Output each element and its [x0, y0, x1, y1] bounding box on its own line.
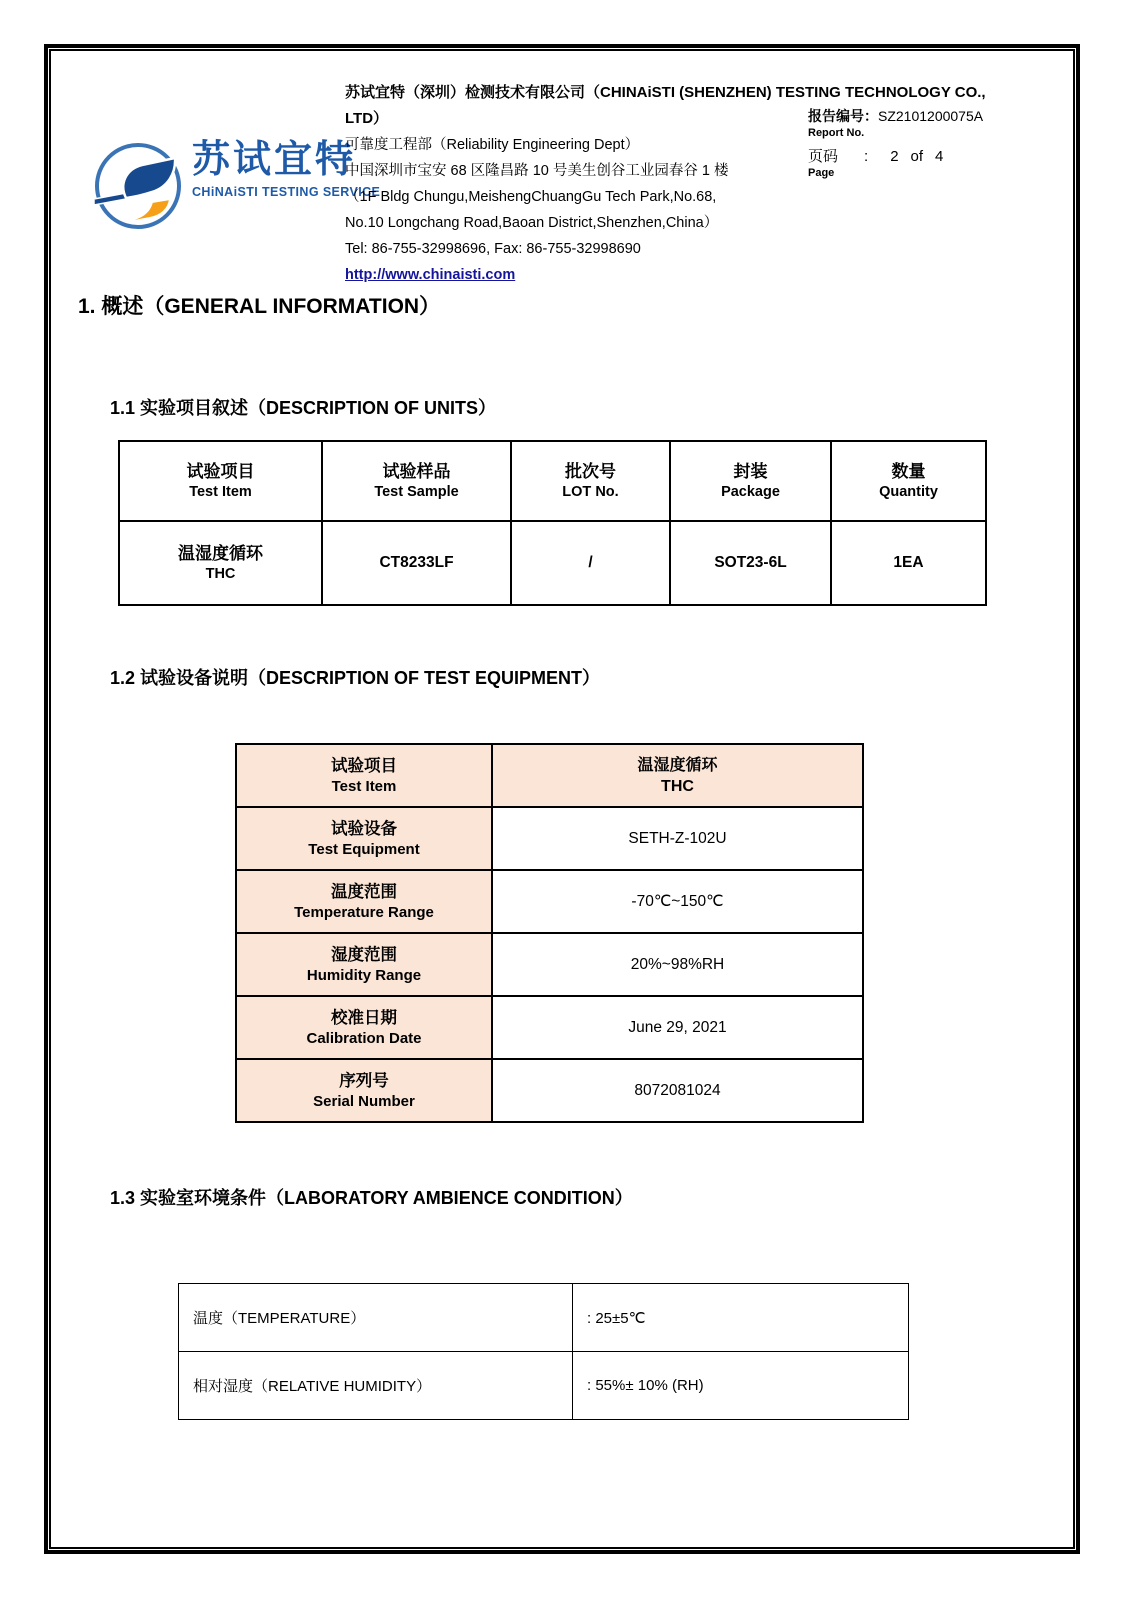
header-en: LOT No. — [562, 483, 619, 500]
equipment-row-humidity-range — [236, 933, 863, 996]
page-sublabel: Page — [808, 167, 835, 179]
report-meta — [808, 106, 1038, 181]
label-en: Test Equipment — [308, 840, 420, 858]
units-cell-quantity: 1EA — [831, 521, 986, 605]
ambience-value-temperature: : 25±5℃ — [573, 1284, 909, 1352]
header-en: Quantity — [879, 483, 938, 500]
equipment-label-temperature-range — [236, 870, 492, 933]
header-en: Test Sample — [374, 483, 459, 500]
label-en: Humidity Range — [306, 966, 422, 984]
label-cn: 试验项目 — [331, 756, 397, 775]
report-no-sublabel: Report No. — [808, 127, 865, 139]
section-title-general: 1. 概述（GENERAL INFORMATION） — [78, 295, 441, 318]
section-title-equipment: 1.2 试验设备说明（DESCRIPTION OF TEST EQUIPMENT） — [110, 668, 601, 688]
section-title-ambience: 1.3 实验室环境条件（LABORATORY AMBIENCE CONDITION） — [110, 1188, 633, 1208]
header-cn: 批次号 — [565, 461, 616, 481]
header-cn: 封装 — [733, 461, 768, 481]
header-en: Test Item — [189, 483, 252, 500]
equipment-label-serial-number — [236, 1059, 492, 1122]
equipment-row-test-item — [236, 744, 863, 807]
label-cn: 校准日期 — [331, 1008, 397, 1027]
equipment-value-calibration-date: June 29, 2021 — [492, 996, 863, 1059]
report-no-line — [808, 106, 1038, 126]
header-en: Package — [721, 483, 780, 500]
page-label: 页码 — [808, 148, 839, 165]
ambience-label-humidity: 相对湿度（RELATIVE HUMIDITY） — [179, 1352, 573, 1420]
test-item-en: THC — [205, 565, 236, 582]
units-table-data-row — [119, 521, 986, 605]
equipment-label-humidity-range — [236, 933, 492, 996]
equipment-value-temperature-range: -70℃~150℃ — [492, 870, 863, 933]
ambience-row-temperature — [179, 1284, 909, 1352]
value-cn: 温湿度循环 — [637, 756, 718, 774]
page-number-line — [808, 145, 1038, 166]
equipment-row-serial-number — [236, 1059, 863, 1122]
label-cn: 温度范围 — [331, 882, 397, 901]
header-cn: 试验样品 — [382, 461, 451, 481]
units-cell-sample: CT8233LF — [322, 521, 511, 605]
equipment-label-test-equipment — [236, 807, 492, 870]
logo-cn-text: 苏试宜特 — [192, 139, 357, 181]
page-num: 2 — [890, 148, 899, 165]
label-en: Serial Number — [313, 1092, 415, 1110]
report-no-value: SZ2101200075A — [878, 108, 984, 124]
page-colon: : — [864, 148, 869, 165]
label-en: Test Item — [331, 777, 397, 795]
company-dept: 可靠度工程部（Reliability Engineering Dept） — [345, 137, 640, 153]
ambience-row-humidity — [179, 1352, 909, 1420]
units-table-header-row — [119, 441, 986, 521]
units-header-quantity — [831, 441, 986, 521]
page-of: of — [910, 148, 924, 165]
ambience-table — [178, 1283, 909, 1420]
units-header-test-sample — [322, 441, 511, 521]
value-en: THC — [661, 777, 694, 795]
units-cell-package: SOT23-6L — [670, 521, 831, 605]
equipment-row-calibration-date — [236, 996, 863, 1059]
page-total: 4 — [935, 148, 944, 165]
company-website-link[interactable]: http://www.chinaisti.com — [345, 267, 516, 283]
label-en: Calibration Date — [306, 1029, 422, 1047]
units-header-lot-no — [511, 441, 670, 521]
equipment-value-humidity-range: 20%~98%RH — [492, 933, 863, 996]
label-cn: 序列号 — [339, 1071, 389, 1090]
company-address-en-2: No.10 Longchang Road,Baoan District,Shenzhen,China） — [345, 215, 719, 231]
chinaisti-logo-icon — [92, 138, 186, 232]
equipment-row-test-equipment — [236, 807, 863, 870]
report-no-label: 报告编号： — [808, 108, 878, 124]
equipment-value-test-equipment: SETH-Z-102U — [492, 807, 863, 870]
header-cn: 试验项目 — [186, 461, 255, 481]
equipment-value-serial-number: 8072081024 — [492, 1059, 863, 1122]
label-cn: 试验设备 — [331, 819, 397, 838]
units-header-test-item — [119, 441, 322, 521]
section-title-units: 1.1 实验项目叙述（DESCRIPTION OF UNITS） — [110, 398, 497, 418]
company-address-cn: 中国深圳市宝安 68 区隆昌路 10 号美生创谷工业园春谷 1 楼 — [345, 163, 729, 179]
equipment-value-test-item — [492, 744, 863, 807]
ambience-label-temperature: 温度（TEMPERATURE） — [179, 1284, 573, 1352]
logo-en-text: CHiNAiSTI TESTING SERVICE — [192, 185, 381, 199]
label-cn: 湿度范围 — [331, 945, 397, 964]
units-table — [118, 440, 987, 606]
company-logo — [92, 138, 380, 232]
equipment-label-calibration-date — [236, 996, 492, 1059]
equipment-label-test-item — [236, 744, 492, 807]
ambience-value-humidity: : 55%± 10% (RH) — [573, 1352, 909, 1420]
label-en: Temperature Range — [294, 903, 434, 921]
equipment-table — [235, 743, 864, 1123]
equipment-row-temperature-range — [236, 870, 863, 933]
company-name: 苏试宜特（深圳）检测技术有限公司（CHINAiSTI (SHENZHEN) TESTING TECHNOLOGY CO., LTD） — [345, 84, 986, 127]
company-address-en-1: （1F Bldg Chungu,MeishengChuangGu Tech Park,No.68, — [345, 189, 717, 205]
units-header-package — [670, 441, 831, 521]
units-cell-lot: / — [511, 521, 670, 605]
units-cell-test-item — [119, 521, 322, 605]
company-tel-fax: Tel: 86-755-32998696, Fax: 86-755-32998690 — [345, 241, 641, 257]
header-cn: 数量 — [891, 461, 926, 481]
test-item-cn: 温湿度循环 — [178, 543, 263, 563]
